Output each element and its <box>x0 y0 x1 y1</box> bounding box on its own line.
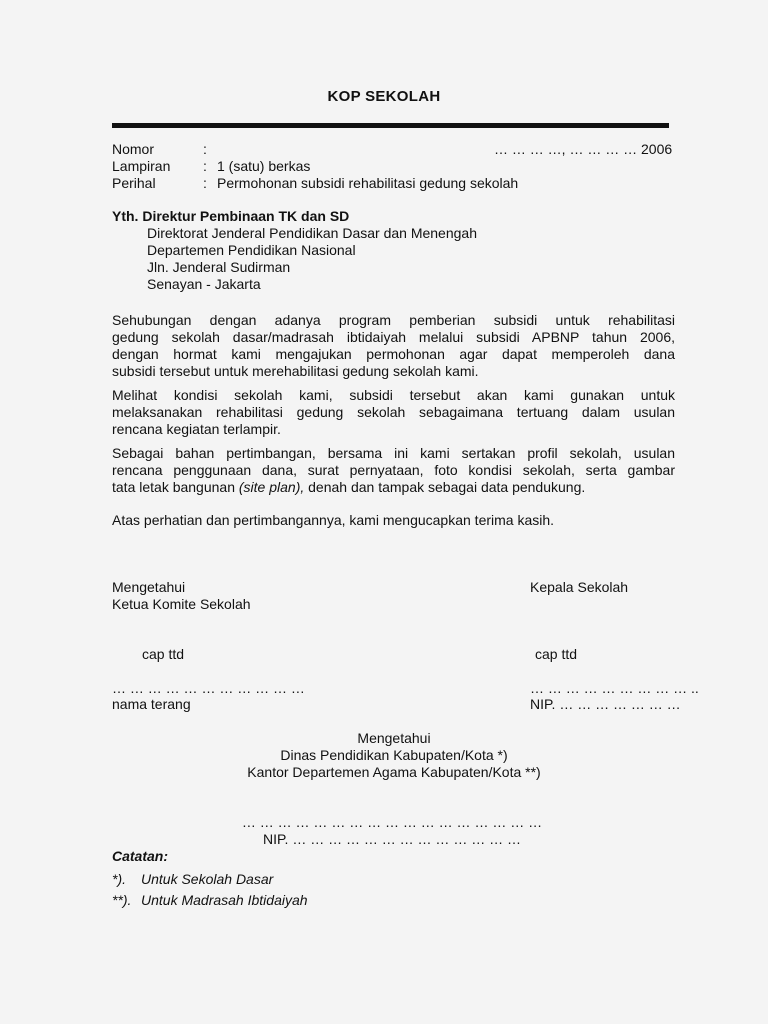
paragraph-line: rencana penggunaan dana, surat pernyataan, foto kondisi sekolah, serta gambar <box>112 462 675 478</box>
addressee-line: Departemen Pendidikan Nasional <box>147 242 356 258</box>
paragraph-line: Sehubungan dengan adanya program pemberian subsidi untuk rehabilitasi <box>112 312 675 328</box>
perihal-value: Permohonan subsidi rehabilitasi gedung sekolah <box>217 175 519 191</box>
right-nip-label: NIP. … … … … … … … <box>530 696 681 712</box>
body-paragraph-1 <box>112 312 675 380</box>
notes-heading: Catatan: <box>112 848 169 864</box>
left-name-label: nama terang <box>112 696 191 712</box>
left-stamp-label: cap ttd <box>142 646 185 662</box>
left-signature-dots: … … … … … … … … … … … <box>112 680 305 696</box>
nomor-colon: : <box>203 141 207 157</box>
paragraph-text: denah dan tampak sebagai data pendukung. <box>304 479 586 495</box>
addressee-line: Senayan - Jakarta <box>147 276 261 292</box>
paragraph-line: subsidi tersebut untuk merehabilitasi gedung sekolah kami. <box>112 363 479 379</box>
right-signature-dots: … … … … … … … … … .. <box>530 680 699 696</box>
lampiran-value: 1 (satu) berkas <box>217 158 311 174</box>
addressee-line: Direktorat Jenderal Pendidikan Dasar dan Menengah <box>147 225 477 241</box>
lampiran-colon: : <box>203 158 207 174</box>
nomor-label: Nomor <box>112 141 155 157</box>
addressee-to: Yth. Direktur Pembinaan TK dan SD <box>112 208 350 224</box>
bottom-signer-office-1: Dinas Pendidikan Kabupaten/Kota *) <box>280 747 508 763</box>
perihal-colon: : <box>203 175 207 191</box>
bottom-signer-office-2: Kantor Departemen Agama Kabupaten/Kota **) <box>247 764 541 780</box>
left-signer-title: Mengetahui <box>112 579 186 595</box>
paragraph-text: tata letak bangunan <box>112 479 239 495</box>
paragraph-line: rencana kegiatan terlampir. <box>112 421 281 437</box>
note-1-text: Untuk Sekolah Dasar <box>141 871 274 887</box>
paragraph-line: Melihat kondisi sekolah kami, subsidi tersebut akan kami gunakan untuk <box>112 387 675 403</box>
perihal-label: Perihal <box>112 175 156 191</box>
note-2-mark: **). <box>112 892 132 908</box>
letterhead-rule <box>112 123 669 128</box>
paragraph-line <box>112 479 675 496</box>
paragraph-line: dengan hormat kami mengajukan permohonan agar dapat memperoleh dana <box>112 346 675 362</box>
paragraph-line: Sebagai bahan pertimbangan, bersama ini kami sertakan profil sekolah, usulan <box>112 445 675 461</box>
paragraph-line: melaksanakan rehabilitasi gedung sekolah sebagaimana tertuang dalam usulan <box>112 404 675 420</box>
date-line: … … … …, … … … … 2006 <box>494 141 673 157</box>
bottom-signature-dots: … … … … … … … … … … … … … … … … … <box>241 814 543 830</box>
body-paragraph-2 <box>112 387 675 438</box>
bottom-signer-title: Mengetahui <box>357 730 431 746</box>
bottom-nip-label: NIP. … … … … … … … … … … … … … <box>263 831 521 847</box>
site-plan-italic: (site plan), <box>238 479 305 495</box>
note-2-text: Untuk Madrasah Ibtidaiyah <box>141 892 308 908</box>
left-signer-role: Ketua Komite Sekolah <box>112 596 251 612</box>
right-stamp-label: cap ttd <box>535 646 578 662</box>
right-signer-role: Kepala Sekolah <box>530 579 629 595</box>
paragraph-line: gedung sekolah dasar/madrasah ibtidaiyah melalui subsidi APBNP tahun 2006, <box>112 329 675 345</box>
addressee-line: Jln. Jenderal Sudirman <box>147 259 291 275</box>
letterhead-title: KOP SEKOLAH <box>327 88 441 105</box>
lampiran-label: Lampiran <box>112 158 171 174</box>
body-paragraph-3 <box>112 445 675 496</box>
note-1-mark: *). <box>112 871 126 887</box>
closing-sentence: Atas perhatian dan pertimbangannya, kami mengucapkan terima kasih. <box>112 512 555 528</box>
